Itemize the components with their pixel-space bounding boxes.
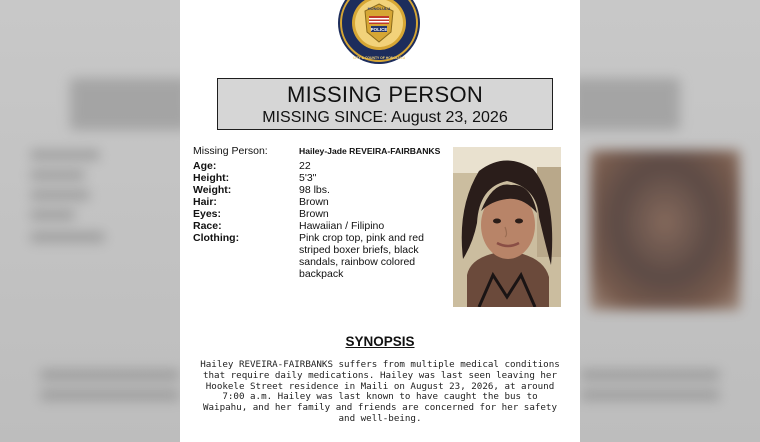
detail-row-age <box>193 160 448 172</box>
detail-label: Race: <box>193 220 222 232</box>
detail-row-eyes <box>193 208 448 220</box>
detail-label: Weight: <box>193 184 232 196</box>
detail-row-hair <box>193 196 448 208</box>
blurred-text-right <box>580 390 720 400</box>
police-seal-icon <box>336 0 422 64</box>
person-portrait <box>453 147 561 307</box>
detail-value: 98 lbs. <box>299 184 330 196</box>
detail-label: Age: <box>193 160 217 172</box>
blurred-banner-left <box>70 78 180 130</box>
detail-value: Brown <box>299 196 329 208</box>
detail-label: Clothing: <box>193 232 240 244</box>
seal-badge-text: POLICE <box>370 27 388 32</box>
seal-bottom-text: CITY & COUNTY OF HONOLULU <box>352 56 406 60</box>
detail-value: 22 <box>299 160 311 172</box>
detail-value: Hawaiian / Filipino <box>299 220 385 232</box>
police-seal <box>336 0 422 64</box>
blurred-text-left <box>30 170 85 180</box>
missing-since-date: MISSING SINCE: August 23, 2026 <box>262 109 508 126</box>
seal-top-text: HONOLULU <box>367 6 391 11</box>
synopsis-heading: SYNOPSIS <box>345 334 415 349</box>
blurred-text-left <box>40 390 180 400</box>
blurred-banner-right <box>580 78 680 130</box>
detail-label: Hair: <box>193 196 217 208</box>
person-details <box>193 145 448 280</box>
blurred-text-left <box>30 150 100 160</box>
banner-title: MISSING PERSON <box>286 82 484 107</box>
blurred-text-left <box>30 232 105 242</box>
detail-value: Pink crop top, pink and red striped boxer briefs, black sandals, rainbow colored backpack <box>299 232 424 280</box>
synopsis-text: Hailey REVEIRA-FAIRBANKS suffers from multiple medical conditions that require daily medications. Hailey was last seen leaving her Hookele Street residence in Maili on August 23, 2026, at around 7:00 a.m. Hailey was last known to have caught the bus to Waipahu, and her family and friends are concerned for her safety and well-being. <box>200 359 560 424</box>
blurred-text-right <box>580 370 720 380</box>
detail-row-missing-person <box>193 145 448 157</box>
blurred-photo-right <box>590 150 740 310</box>
detail-row-height <box>193 172 448 184</box>
missing-person-banner <box>217 78 553 130</box>
missing-person-photo <box>453 147 561 307</box>
detail-row-race <box>193 220 448 232</box>
blurred-backdrop-right <box>580 0 760 442</box>
blurred-text-left <box>30 190 90 200</box>
missing-person-poster <box>180 0 580 442</box>
detail-label: Height: <box>193 172 230 184</box>
detail-label: Eyes: <box>193 208 222 220</box>
detail-value: Brown <box>299 208 329 220</box>
blurred-backdrop-left <box>0 0 180 442</box>
detail-row-clothing <box>193 232 448 280</box>
detail-row-weight <box>193 184 448 196</box>
detail-value-name: Hailey-Jade REVEIRA-FAIRBANKS <box>299 146 441 156</box>
blurred-text-left <box>40 370 180 380</box>
detail-label: Missing Person: <box>193 145 268 157</box>
detail-value: 5'3" <box>299 172 317 184</box>
blurred-text-left <box>30 210 75 220</box>
